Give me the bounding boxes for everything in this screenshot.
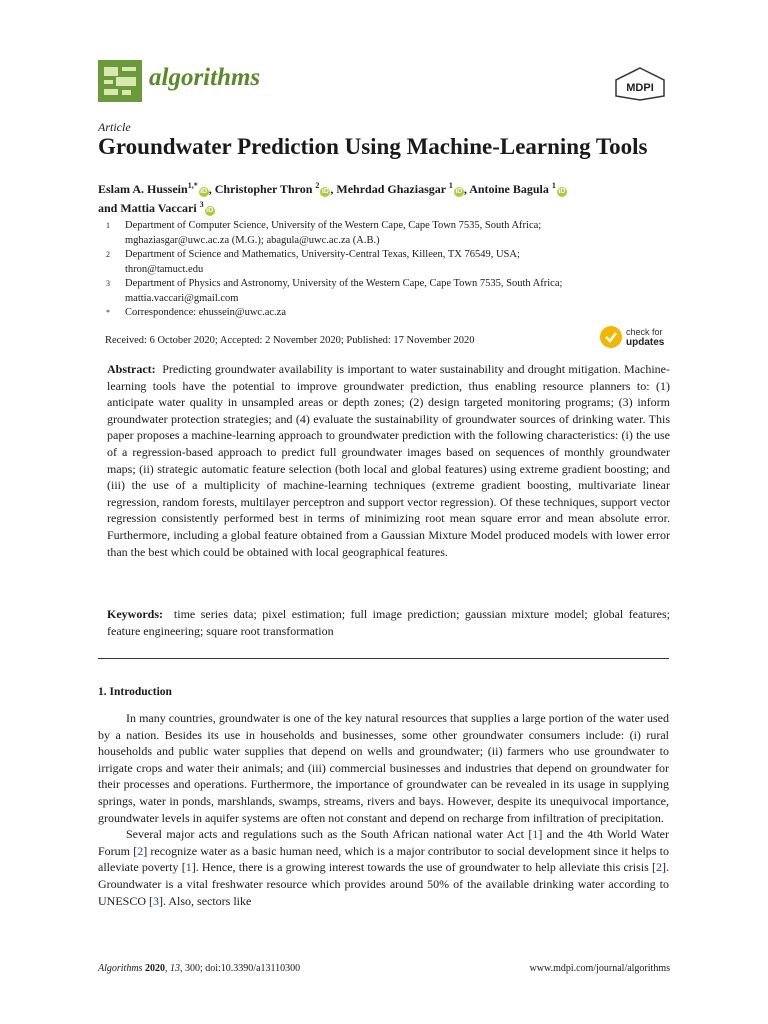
author-affil-sup: 2 <box>315 181 320 190</box>
paragraph: In many countries, groundwater is one of the key natural resources that supplies a large portion of the water used by a nation. Besides its use in households and businesses, some other groundwater consumers include: (i) rural households and public water supplies that depend on wells and groundwater; (ii) farmers who use groundwater to irrigate crops and water their animals; and (iii) commercial businesses and industries that depend on groundwater for their processes and operations. Furthermore, the importance of groundwater can be revealed in its usage in supplying springs, water in ponds, marshlands, swamps, streams, rivers and bays. However, despite its unequivocal importance, groundwater levels in aquifer systems are often not constant and depend on recharge from infiltration of precipitation. <box>98 711 669 825</box>
abstract-text: Predicting groundwater availability is important to water sustainability and drought mitigation. Machine-learning tools have the potential to improve groundwater prediction, thus enabling resource planners to: (1) anticipate water quality in unsampled areas or depth zones; (2) design targeted monitoring programs; (3) inform groundwater protection strategies; and (4) evaluate the sustainability of groundwater sources of drinking water. This paper proposes a machine-learning approach to groundwater prediction with the following characteristics: (i) the use of a regression-based approach to predict full groundwater images based on sequences of monthly groundwater maps; (ii) strategic automatic feature selection (both local and global features) using extreme gradient boosting; and (iii) the use of a multiplicity of machine-learning techniques (extreme gradient boosting, multivariate linear regression, random forests, multilayer perceptron and support vector regression). Of these techniques, support vector regression consistently performed best in terms of minimizing root mean square error and mean absolute error. Furthermore, including a global feature obtained from a Gaussian Mixture Model produced models with lower error than the best which could be obtained with local geographical features. <box>107 362 671 559</box>
orcid-icon[interactable]: iD <box>455 188 463 195</box>
affiliation-email[interactable]: mattia.vaccari@gmail.com <box>125 293 239 304</box>
affiliation-text: Department of Science and Mathematics, University-Central Texas, Killeen, TX 76549, USA; <box>125 249 520 260</box>
affiliation <box>98 247 678 277</box>
intro-body <box>98 710 669 909</box>
keywords-label: Keywords: <box>107 607 163 621</box>
affiliation-number: 1 <box>106 221 110 230</box>
mdpi-logo <box>612 66 668 102</box>
citation-link[interactable]: 2 <box>656 860 662 875</box>
author-name: Antoine Bagula <box>469 182 549 196</box>
article-type: Article <box>98 120 131 134</box>
section-heading: 1. Introduction <box>98 686 172 698</box>
affiliation-text: Department of Computer Science, University of the Western Cape, Cape Town 7535, South Africa; <box>125 220 542 231</box>
affiliation-number: * <box>106 308 110 317</box>
affiliation-number: 3 <box>106 279 110 288</box>
author-affil-sup: 3 <box>199 200 204 209</box>
author-name: Eslam A. Hussein <box>98 182 188 196</box>
keywords-text: time series data; pixel estimation; full image prediction; gaussian mixture model; global features; feature engineering; square root transformation <box>107 607 670 638</box>
paper-title: Groundwater Prediction Using Machine-Learning Tools <box>98 134 648 159</box>
author-name: Mattia Vaccari <box>120 201 197 215</box>
author-affil-sup: 1,* <box>187 181 198 190</box>
mdpi-logo-text: MDPI <box>626 82 654 94</box>
orcid-icon[interactable]: iD <box>321 188 329 195</box>
citation-link[interactable]: 1 <box>185 860 192 875</box>
affiliation-email[interactable]: mghaziasgar@uwc.ac.za (M.G.); abagula@uwc.ac.za (A.B.) <box>125 235 380 246</box>
citation-link[interactable]: 3 <box>153 893 160 908</box>
affiliation <box>98 218 678 248</box>
abstract <box>107 361 670 560</box>
paragraph: Several major acts and regulations such as the South African national water Act [1] and the 4th World Water Forum [2] recognize water as a basic human need, which is a major contributor to social development since it helps to alleviate poverty [1]. Hence, there is a growing interest towards the use of groundwater to help alleviate this crisis [2]. Groundwater is a vital freshwater resource which provides around 50% of the available drinking water according to UNESCO [3]. Also, sectors like <box>98 827 669 908</box>
check-icon <box>600 326 622 348</box>
keywords <box>107 606 670 639</box>
affiliation <box>98 276 678 306</box>
journal-name: algorithms <box>149 64 261 91</box>
journal-logo <box>98 60 142 102</box>
author-name: Christopher Thron <box>214 182 313 196</box>
journal-url[interactable]: www.mdpi.com/journal/algorithms <box>529 963 670 974</box>
footer-citation: Algorithms 2020, 13, 300; doi:10.3390/a13110300 <box>98 963 301 974</box>
check-for-updates-badge[interactable]: check for updates <box>600 326 672 350</box>
author-affil-sup: 1 <box>551 181 556 190</box>
citation-link[interactable]: 1 <box>532 827 539 842</box>
abstract-label: Abstract: <box>107 362 156 376</box>
author-affil-sup: 1 <box>448 181 453 190</box>
section-divider <box>98 658 669 659</box>
affiliation-number: 2 <box>106 250 110 259</box>
citation-link[interactable]: 2 <box>137 843 144 858</box>
correspondence <box>98 305 678 320</box>
author-name: Mehrdad Ghaziasgar <box>336 182 446 196</box>
orcid-icon[interactable]: iD <box>558 188 566 195</box>
publication-dates: Received: 6 October 2020; Accepted: 2 November 2020; Published: 17 November 2020 <box>105 335 475 346</box>
orcid-icon[interactable]: iD <box>200 188 208 195</box>
author-list: Eslam A. Hussein$^{1,*}$iD , Christopher Thron $^2$iD , Mehrdad Ghaziasgar $^1$iD , Antoine Bagula $^1$iD and Mattia Vaccari $^3$iD <box>98 181 566 215</box>
affiliation-email[interactable]: thron@tamuct.edu <box>125 264 204 275</box>
correspondence-text: Correspondence: ehussein@uwc.ac.za <box>125 307 286 318</box>
affiliation-text: Department of Physics and Astronomy, University of the Western Cape, Cape Town 7535, South Africa; <box>125 278 563 289</box>
orcid-icon[interactable]: iD <box>206 207 214 214</box>
